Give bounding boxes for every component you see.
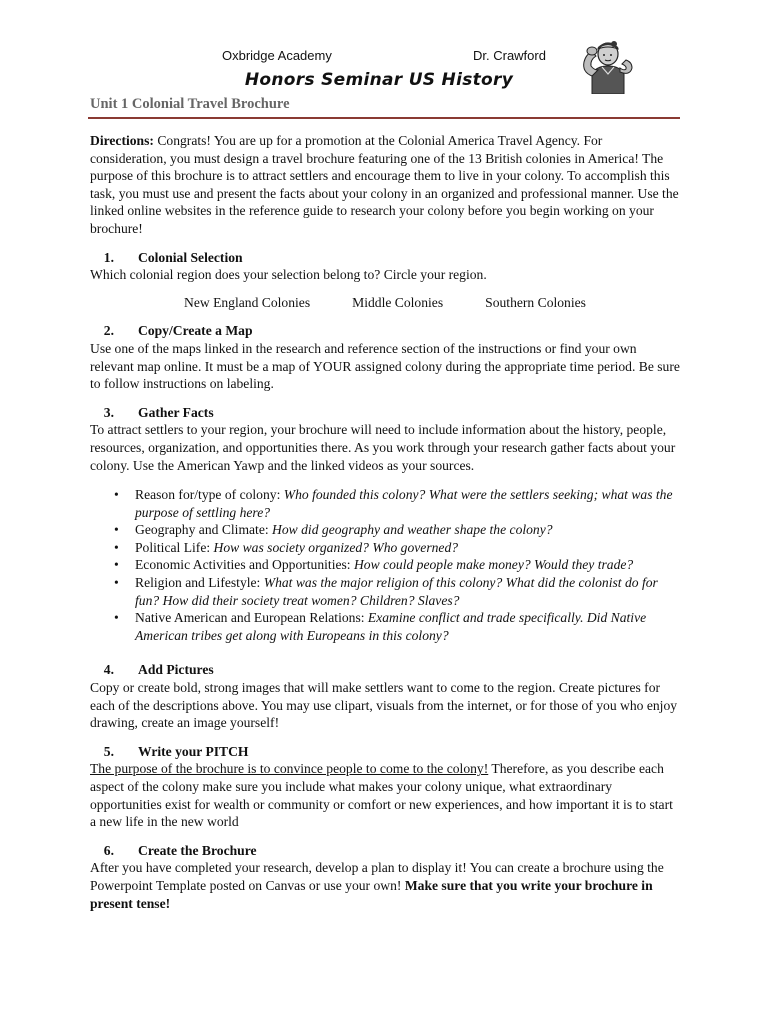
fact-label: Economic Activities and Opportunities:	[135, 557, 354, 573]
section-number: 2.	[103, 323, 114, 339]
region-new-england: New England Colonies	[184, 294, 311, 310]
course-title: Honors Seminar US History	[244, 70, 514, 90]
section-number: 5.	[103, 743, 114, 759]
fact-label: Reason for/type of colony:	[135, 487, 284, 503]
list-item	[90, 556, 680, 574]
teacher-name: Dr. Crawford	[473, 48, 546, 63]
region-middle: Middle Colonies	[352, 294, 444, 310]
section-title: Add Pictures	[138, 662, 214, 678]
fact-label: Religion and Lifestyle:	[135, 575, 264, 591]
fact-question: How did geography and weather shape the colony?	[272, 522, 553, 538]
fact-label: Geography and Climate:	[135, 522, 273, 538]
list-item	[90, 574, 680, 609]
bullet-icon: •	[114, 557, 119, 573]
section-title: Write your PITCH	[138, 743, 249, 759]
brochure-instructions: After you have completed your research, develop a plan to display it! You can create a brochure using the Powerpoint Template posted on Canvas or use your own!	[90, 860, 664, 893]
region-southern: Southern Colonies	[485, 294, 586, 310]
section-title: Colonial Selection	[138, 249, 243, 265]
section-2-heading	[90, 322, 680, 340]
bullet-icon: •	[114, 539, 119, 555]
section-title: Create the Brochure	[138, 842, 257, 858]
list-item	[90, 486, 680, 521]
section-title: Gather Facts	[138, 404, 214, 420]
section-4-text: Copy or create bold, strong images that will make settlers want to come to the region. Create pictures for each of the descriptions above. You may use clipart, visuals from the internet, or for those of you who enjoy drawing, create an image yourself!	[90, 680, 678, 731]
fact-question: How was society organized? Who governed?	[213, 539, 459, 555]
section-number: 6.	[103, 842, 114, 858]
list-item	[90, 521, 680, 539]
fact-label: Native American and European Relations:	[135, 610, 368, 626]
fact-question: How could people make money? Would they trade?	[353, 557, 634, 573]
pitch-purpose: The purpose of the brochure is to convince people to come to the colony!	[90, 761, 489, 777]
fact-list	[90, 486, 680, 644]
bullet-icon: •	[114, 610, 119, 626]
section-title: Copy/Create a Map	[138, 323, 253, 339]
section-5-text	[90, 760, 680, 830]
section-3-heading	[90, 404, 680, 422]
school-name: Oxbridge Academy	[222, 48, 332, 63]
section-5-heading	[90, 743, 680, 761]
header-divider	[88, 117, 680, 119]
directions-label: Directions:	[90, 133, 154, 148]
present-tense-note: Make sure that you write your brochure in present tense!	[90, 877, 653, 911]
fact-question: Who founded this colony? What were the settlers seeking; what was the purpose of settling here?	[135, 487, 673, 520]
fact-question: What was the major religion of this colony? What did the colonist do for fun? How did their society treat women? Children? Slaves?	[135, 575, 658, 608]
section-1-heading	[90, 249, 680, 267]
fact-question: Examine conflict and trade specifically. Did Native American tribes get along with Europeans in this colony?	[135, 610, 647, 643]
section-number: 4.	[103, 662, 114, 678]
section-4-heading	[90, 661, 680, 679]
list-item	[90, 609, 680, 644]
bullet-icon: •	[114, 522, 119, 538]
assignment-body	[90, 132, 680, 912]
section-1-text: Which colonial region does your selection belong to? Circle your region.	[90, 267, 487, 283]
directions-paragraph	[90, 132, 680, 238]
section-number: 1.	[103, 249, 114, 265]
section-3-text: To attract settlers to your region, your brochure will need to include information about the history, people, resources, organization, and opportunities there. As you work through your research gather facts about your colony. Use the American Yawp and the linked videos as your sources.	[90, 422, 676, 473]
section-6-heading	[90, 842, 680, 860]
fact-label: Political Life:	[135, 539, 214, 555]
bullet-icon: •	[114, 487, 119, 503]
bullet-icon: •	[114, 575, 119, 591]
section-number: 3.	[103, 404, 114, 420]
section-6-text	[90, 859, 680, 912]
directions-text: Congrats! You are up for a promotion at the Colonial America Travel Agency. For consideration, you must design a travel brochure featuring one of the 13 British colonies in America! The purpose of this brochure is to attract settlers and encourage them to live in your colony. To accomplish this task, you must use and present the facts about your colony in an organized and professional manner. Use the linked online websites in the reference guide to research your colony before you begin working on your brochure!	[90, 133, 679, 236]
unit-title: Unit 1 Colonial Travel Brochure	[90, 96, 290, 112]
section-2-text: Use one of the maps linked in the research and reference section of the instructions or find your own relevant map online. It must be a map of YOUR assigned colony during the appropriate time period. Be sure to follow instructions on labeling.	[90, 340, 680, 392]
pitch-details: Therefore, as you describe each aspect of the colony make sure you include what makes your colony unique, what extraordinary opportunities exist for wealth or community or comfort or new experiences, and how important it is to start a new life in the new world	[90, 761, 673, 830]
list-item	[90, 539, 680, 557]
region-options	[90, 294, 680, 312]
